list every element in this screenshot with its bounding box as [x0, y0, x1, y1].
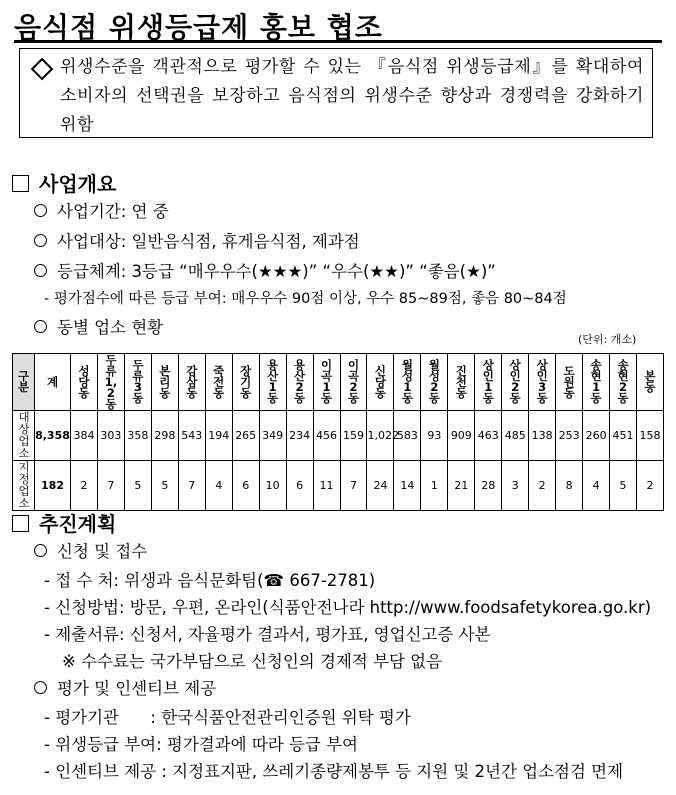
overview-target: [34, 228, 360, 252]
table-cell: 3: [502, 461, 529, 511]
eval-text: 평가 및 인센티브 제공: [57, 679, 217, 698]
circle-bullet-icon: [34, 544, 47, 557]
office-phone: 667-2781): [289, 571, 376, 590]
table-cell: 2: [71, 461, 98, 511]
table-cell: 543: [178, 411, 205, 461]
table-cell: 909: [448, 411, 475, 461]
table-cell: 463: [475, 411, 502, 461]
table-cell: 21: [448, 461, 475, 511]
table-header-cell: 상인2동: [502, 354, 529, 411]
section-heading: 사업개요: [39, 172, 117, 196]
table-cell: 5: [124, 461, 151, 511]
apply-text: 신청 및 접수: [57, 542, 148, 561]
table-cell: 456: [313, 411, 340, 461]
table-header-cell: 장기동: [232, 354, 259, 411]
table-cell: 451: [610, 411, 637, 461]
table-header-cell: 월성1동: [394, 354, 421, 411]
table-cell: 6: [286, 461, 313, 511]
table-cell: 583: [394, 411, 421, 461]
table-header-cell: 계: [35, 354, 71, 411]
table-cell: 158: [637, 411, 664, 461]
table-cell: 7: [97, 461, 124, 511]
table-cell: 265: [232, 411, 259, 461]
table-cell: 303: [97, 411, 124, 461]
section-heading: 추진계획: [39, 512, 117, 536]
table-cell: 5: [151, 461, 178, 511]
table-cell: 2: [529, 461, 556, 511]
page-title: 음식점 위생등급제 홍보 협조: [14, 11, 383, 44]
table-header-cell: 두류1,2동: [97, 354, 124, 411]
plan-method: - 신청방법: 방문, 우편, 온라인(식품안전나라 http://www.foodsafetykorea.go.kr): [44, 598, 652, 617]
table-cell: 1: [421, 461, 448, 511]
plan-incentive: - 인센티브 제공 : 지정표지판, 쓰레기종량제봉투 등 지원 및 2년간 업소점검 면제: [44, 762, 624, 781]
table-cell: 28: [475, 461, 502, 511]
table-cell: 234: [286, 411, 313, 461]
table-cell: 93: [421, 411, 448, 461]
target-text: 사업대상: 일반음식점, 휴게음식점, 제과점: [57, 232, 360, 251]
table-cell: 14: [394, 461, 421, 511]
table-header-cell: 월성2동: [421, 354, 448, 411]
purpose-text: 위생수준을 객관적으로 평가할 수 있는 『음식점 위생등급제』를 확대하여 소비자의 선택권을 보장하고 음식점의 위생수준 향상과 경쟁력을 강화하기 위함: [60, 57, 644, 135]
office-label: - 접 수 처: 위생과 음식문화팀(: [44, 571, 264, 590]
table-cell: 4: [205, 461, 232, 511]
table-header-cell: 송현1동: [583, 354, 610, 411]
circle-bullet-icon: [34, 234, 47, 247]
circle-bullet-icon: [34, 204, 47, 217]
row-label: 지정업소: [13, 461, 35, 511]
plan-grant: - 위생등급 부여: 평가결과에 따라 등급 부여: [44, 735, 358, 754]
table-header-cell: 도원동: [556, 354, 583, 411]
section-overview: [12, 168, 116, 197]
table-header-cell: 성당동: [71, 354, 98, 411]
table-header-cell: 감삼동: [178, 354, 205, 411]
plan-agency: - 평가기관 : 한국식품안전관리인증원 위탁 평가: [44, 708, 411, 727]
table-cell: 182: [35, 461, 71, 511]
plan-docs: - 제출서류: 신청서, 자율평가 결과서, 평가표, 영업신고증 사본: [44, 625, 491, 644]
title-underline: [14, 40, 662, 43]
table-header-row: [13, 354, 664, 411]
table-cell: 7: [178, 461, 205, 511]
table-cell: 8,358: [35, 411, 71, 461]
plan-eval: [34, 675, 216, 699]
table-header-cell: 두류3동: [124, 354, 151, 411]
table-row: [13, 461, 664, 511]
table-cell: 194: [205, 411, 232, 461]
table-cell: 7: [340, 461, 367, 511]
table-cell: 138: [529, 411, 556, 461]
circle-bullet-icon: [34, 320, 47, 333]
table-cell: 253: [556, 411, 583, 461]
district-table: [12, 353, 664, 511]
table-cell: 260: [583, 411, 610, 461]
table-cell: 10: [259, 461, 286, 511]
table-header-cell: 용산1동: [259, 354, 286, 411]
circle-bullet-icon: [34, 264, 47, 277]
section-plan: [12, 508, 116, 537]
table-cell: 8: [556, 461, 583, 511]
table-cell: 2: [637, 461, 664, 511]
table-cell: 11: [313, 461, 340, 511]
table-cell: 485: [502, 411, 529, 461]
table-header-cell: 이곡2동: [340, 354, 367, 411]
table-header-cell: 상인3동: [529, 354, 556, 411]
table-cell: 4: [583, 461, 610, 511]
grades-text: 등급체계: 3등급 “매우우수(★★★)” “우수(★★)” “좋음(★)”: [57, 262, 496, 281]
table-cell: 24: [367, 461, 394, 511]
plan-office: [44, 567, 375, 591]
plan-apply: [34, 538, 147, 562]
table-header-cell: 진천동: [448, 354, 475, 411]
table-cell: 159: [340, 411, 367, 461]
unit-label: (단위: 개소): [578, 333, 637, 346]
table-cell: 298: [151, 411, 178, 461]
table-cell: 6: [232, 461, 259, 511]
circle-bullet-icon: [34, 681, 47, 694]
table-cell: 384: [71, 411, 98, 461]
phone-icon: ☎: [263, 571, 285, 590]
table-header-cell: 구분: [13, 354, 35, 411]
table-cell: 1,022: [367, 411, 394, 461]
table-header-cell: 본리동: [151, 354, 178, 411]
table-cell: 358: [124, 411, 151, 461]
overview-status: [34, 314, 163, 338]
square-bullet-icon: [12, 175, 29, 192]
table-header-cell: 송현2동: [610, 354, 637, 411]
square-bullet-icon: [12, 515, 29, 532]
status-text: 동별 업소 현황: [57, 318, 164, 337]
period-text: 사업기간: 연 중: [57, 202, 169, 221]
table-header-cell: 상인1동: [475, 354, 502, 411]
overview-score: - 평가점수에 따른 등급 부여: 매우우수 90점 이상, 우수 85~89점, 좋음 80~84점: [44, 291, 567, 307]
table-row: [13, 411, 664, 461]
table-header-cell: 이곡1동: [313, 354, 340, 411]
table-header-cell: 용산2동: [286, 354, 313, 411]
overview-period: [34, 198, 169, 222]
table-cell: 349: [259, 411, 286, 461]
table-cell: 5: [610, 461, 637, 511]
table-header-cell: 본동: [637, 354, 664, 411]
diamond-bullet-icon: [31, 58, 54, 81]
table-header-cell: 죽전동: [205, 354, 232, 411]
table-header-cell: 신당동: [367, 354, 394, 411]
row-label: 대상업소: [13, 411, 35, 461]
purpose-box: [19, 48, 653, 138]
plan-fee: ※ 수수료는 국가부담으로 신청인의 경제적 부담 없음: [62, 652, 443, 671]
overview-grades: [34, 258, 496, 282]
